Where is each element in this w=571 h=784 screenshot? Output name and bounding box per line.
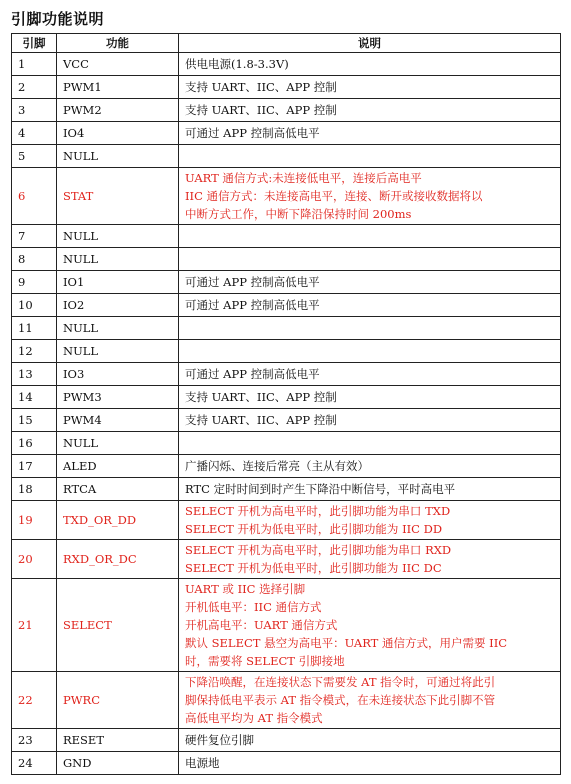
pin-description bbox=[179, 363, 561, 386]
pin-function: PWM1 bbox=[57, 76, 179, 99]
description-line bbox=[185, 147, 560, 165]
pin-function: GND bbox=[57, 752, 179, 775]
table-row bbox=[12, 729, 561, 752]
description-line bbox=[185, 250, 560, 268]
description-line: UART 通信方式:未连接低电平，连接后高电平 bbox=[185, 171, 422, 185]
description-line: 可通过 APP 控制高低电平 bbox=[185, 275, 320, 289]
pin-number: 23 bbox=[12, 729, 57, 752]
description-line: SELECT 开机为低电平时，此引脚功能为 IIC DC bbox=[185, 561, 442, 575]
pin-description bbox=[179, 455, 561, 478]
table-row bbox=[12, 672, 561, 729]
pin-function: ALED bbox=[57, 455, 179, 478]
pin-number: 11 bbox=[12, 317, 57, 340]
pin-description bbox=[179, 317, 561, 340]
pin-number: 15 bbox=[12, 409, 57, 432]
description-line: 硬件复位引脚 bbox=[185, 733, 254, 747]
pin-number: 19 bbox=[12, 501, 57, 540]
pin-number: 1 bbox=[12, 53, 57, 76]
table-row bbox=[12, 122, 561, 145]
table-row bbox=[12, 478, 561, 501]
pin-description bbox=[179, 340, 561, 363]
description-line: SELECT 开机为低电平时，此引脚功能为 IIC DD bbox=[185, 522, 443, 536]
description-line: 脚保持低电平表示 AT 指令模式，在未连接状态下此引脚不管 bbox=[185, 693, 496, 707]
pin-description bbox=[179, 752, 561, 775]
table-row bbox=[12, 53, 561, 76]
description-line: 开机高电平：UART 通信方式 bbox=[185, 618, 338, 632]
pin-function: NULL bbox=[57, 145, 179, 168]
description-line: 支持 UART、IIC、APP 控制 bbox=[185, 103, 337, 117]
table-row bbox=[12, 248, 561, 271]
pin-description bbox=[179, 409, 561, 432]
pin-function: IO3 bbox=[57, 363, 179, 386]
description-line: 中断方式工作，中断下降沿保持时间 200ms bbox=[185, 207, 412, 221]
pin-function: NULL bbox=[57, 317, 179, 340]
table-row bbox=[12, 99, 561, 122]
pin-function: RXD_OR_DC bbox=[57, 540, 179, 579]
pin-number: 24 bbox=[12, 752, 57, 775]
table-row bbox=[12, 501, 561, 540]
table-row bbox=[12, 271, 561, 294]
pin-number: 13 bbox=[12, 363, 57, 386]
table-row bbox=[12, 317, 561, 340]
description-line: 供电电源(1.8-3.3V) bbox=[185, 57, 289, 71]
pin-number: 3 bbox=[12, 99, 57, 122]
pin-function: NULL bbox=[57, 340, 179, 363]
pin-description bbox=[179, 540, 561, 579]
table-row bbox=[12, 340, 561, 363]
description-line bbox=[185, 342, 560, 360]
section-title: 引脚功能说明 bbox=[11, 10, 105, 28]
pin-description bbox=[179, 432, 561, 455]
pin-function: PWM2 bbox=[57, 99, 179, 122]
table-row bbox=[12, 752, 561, 775]
pin-number: 8 bbox=[12, 248, 57, 271]
table-row bbox=[12, 168, 561, 225]
table-row bbox=[12, 225, 561, 248]
table-row bbox=[12, 76, 561, 99]
table-header-row bbox=[12, 34, 561, 53]
table-row bbox=[12, 363, 561, 386]
pin-function: PWRC bbox=[57, 672, 179, 729]
description-line: 高低电平均为 AT 指令模式 bbox=[185, 711, 323, 725]
pin-number: 5 bbox=[12, 145, 57, 168]
description-line: SELECT 开机为高电平时，此引脚功能为串口 TXD bbox=[185, 504, 451, 518]
header-description: 说明 bbox=[179, 34, 561, 53]
pin-function-table bbox=[11, 33, 561, 775]
header-function: 功能 bbox=[57, 34, 179, 53]
description-line: 可通过 APP 控制高低电平 bbox=[185, 126, 320, 140]
pin-description bbox=[179, 76, 561, 99]
pin-number: 2 bbox=[12, 76, 57, 99]
description-line bbox=[185, 434, 560, 452]
pin-description bbox=[179, 53, 561, 76]
pin-description bbox=[179, 145, 561, 168]
description-line: 可通过 APP 控制高低电平 bbox=[185, 367, 320, 381]
pin-number: 22 bbox=[12, 672, 57, 729]
pin-number: 16 bbox=[12, 432, 57, 455]
pin-function: TXD_OR_DD bbox=[57, 501, 179, 540]
table-row bbox=[12, 294, 561, 317]
table-row bbox=[12, 409, 561, 432]
description-line: 支持 UART、IIC、APP 控制 bbox=[185, 413, 337, 427]
description-line: SELECT 开机为高电平时，此引脚功能为串口 RXD bbox=[185, 543, 452, 557]
pin-number: 14 bbox=[12, 386, 57, 409]
pin-function: IO2 bbox=[57, 294, 179, 317]
pin-function: IO4 bbox=[57, 122, 179, 145]
pin-function: PWM4 bbox=[57, 409, 179, 432]
pin-number: 12 bbox=[12, 340, 57, 363]
description-line: 支持 UART、IIC、APP 控制 bbox=[185, 80, 337, 94]
description-line bbox=[185, 227, 560, 245]
pin-description bbox=[179, 501, 561, 540]
description-line: 下降沿唤醒，在连接状态下需要发 AT 指令时，可通过将此引 bbox=[185, 675, 496, 689]
pin-number: 18 bbox=[12, 478, 57, 501]
pin-description bbox=[179, 672, 561, 729]
pin-number: 21 bbox=[12, 579, 57, 672]
pin-description bbox=[179, 122, 561, 145]
table-row bbox=[12, 579, 561, 672]
pin-description bbox=[179, 248, 561, 271]
description-line: 开机低电平：IIC 通信方式 bbox=[185, 600, 322, 614]
pin-number: 7 bbox=[12, 225, 57, 248]
description-line: 支持 UART、IIC、APP 控制 bbox=[185, 390, 337, 404]
description-line: 默认 SELECT 悬空为高电平：UART 通信方式，用户需要 IIC bbox=[185, 636, 508, 650]
pin-number: 17 bbox=[12, 455, 57, 478]
table-body bbox=[12, 53, 561, 775]
pin-description bbox=[179, 271, 561, 294]
pin-description bbox=[179, 294, 561, 317]
description-line: IIC 通信方式：未连接高电平，连接、断开或接收数据将以 bbox=[185, 189, 483, 203]
pin-function: NULL bbox=[57, 225, 179, 248]
description-line: 电源地 bbox=[185, 756, 220, 770]
table-row bbox=[12, 386, 561, 409]
pin-number: 4 bbox=[12, 122, 57, 145]
description-line: UART 或 IIC 选择引脚 bbox=[185, 582, 306, 596]
pin-description bbox=[179, 168, 561, 225]
description-line: 可通过 APP 控制高低电平 bbox=[185, 298, 320, 312]
description-line: 广播闪烁、连接后常亮（主从有效） bbox=[185, 459, 369, 473]
pin-description bbox=[179, 478, 561, 501]
description-line bbox=[185, 319, 560, 337]
pin-function: STAT bbox=[57, 168, 179, 225]
table-row bbox=[12, 455, 561, 478]
description-line: 时，需要将 SELECT 引脚接地 bbox=[185, 654, 345, 668]
table-row bbox=[12, 432, 561, 455]
table-row bbox=[12, 145, 561, 168]
pin-number: 9 bbox=[12, 271, 57, 294]
description-line: RTC 定时时间到时产生下降沿中断信号，平时高电平 bbox=[185, 482, 456, 496]
pin-description bbox=[179, 729, 561, 752]
pin-function: PWM3 bbox=[57, 386, 179, 409]
pin-description bbox=[179, 386, 561, 409]
pin-function: SELECT bbox=[57, 579, 179, 672]
pin-description bbox=[179, 99, 561, 122]
pin-function: RESET bbox=[57, 729, 179, 752]
pin-function: NULL bbox=[57, 432, 179, 455]
pin-description bbox=[179, 225, 561, 248]
pin-function: IO1 bbox=[57, 271, 179, 294]
table-row bbox=[12, 540, 561, 579]
header-pin: 引脚 bbox=[12, 34, 57, 53]
pin-function: NULL bbox=[57, 248, 179, 271]
pin-function: VCC bbox=[57, 53, 179, 76]
pin-number: 20 bbox=[12, 540, 57, 579]
pin-number: 10 bbox=[12, 294, 57, 317]
pin-number: 6 bbox=[12, 168, 57, 225]
pin-function: RTCA bbox=[57, 478, 179, 501]
pin-description bbox=[179, 579, 561, 672]
